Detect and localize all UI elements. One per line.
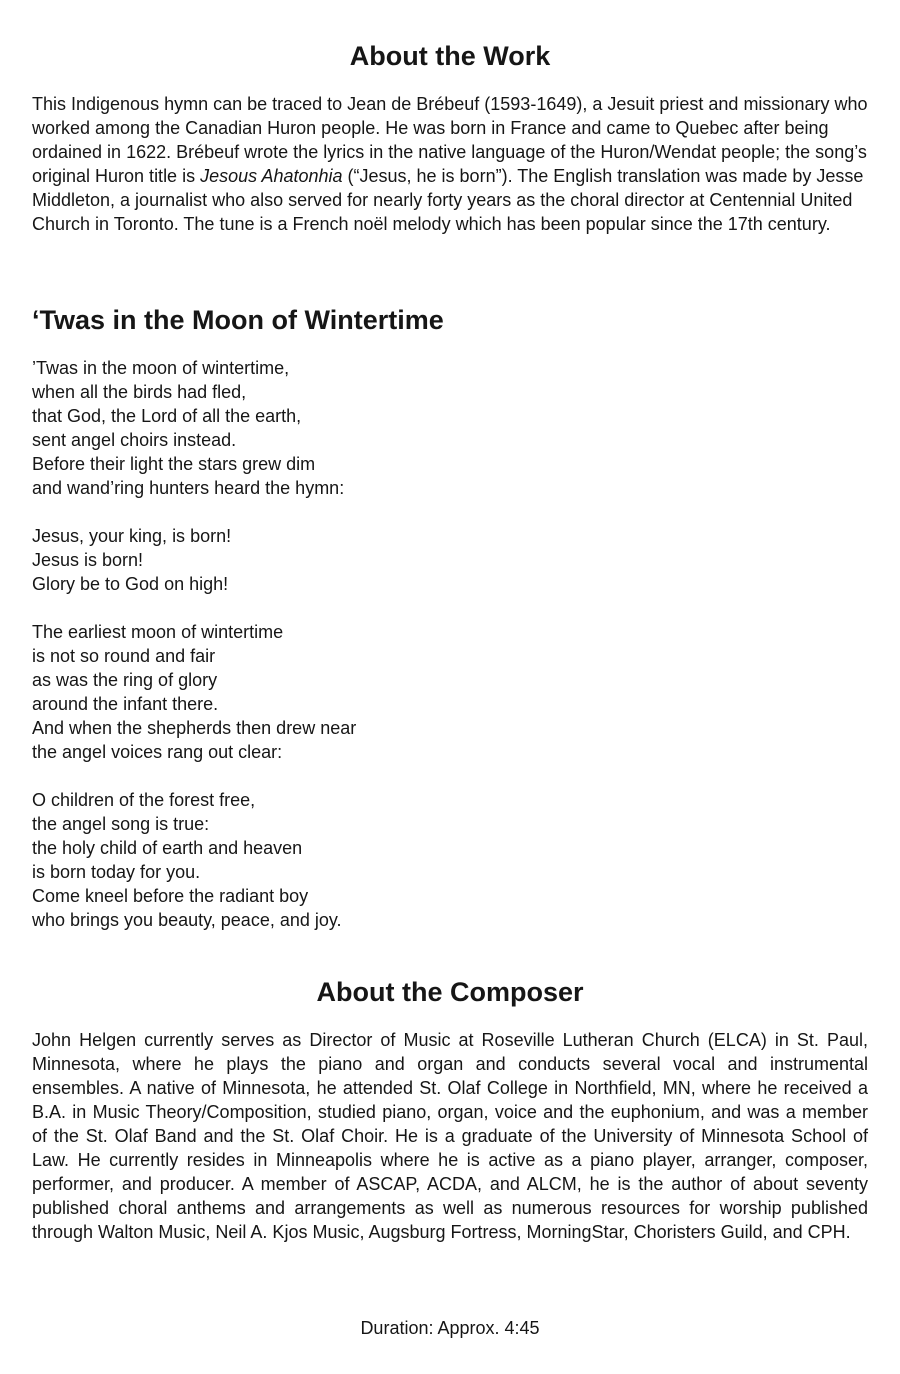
poem-line: who brings you beauty, peace, and joy. [32, 910, 342, 930]
poem-line: ’Twas in the moon of wintertime, [32, 358, 290, 378]
poem-line: Glory be to God on high! [32, 574, 229, 594]
poem-line: the holy child of earth and heaven [32, 838, 303, 858]
poem-line: The earliest moon of wintertime [32, 622, 284, 642]
duration-text: Duration: Approx. 4:45 [360, 1318, 540, 1338]
stanza-2 [32, 620, 356, 764]
about-composer-heading: About the Composer [316, 977, 584, 1007]
stanza-3 [32, 788, 342, 932]
about-work-text-start: This Indigenous hymn can be traced to Jean de Brébeuf (1593-1649), a Jesuit priest and missionary who worked among the Canadian Huron people. He was born in France and came to Quebec after being ordained in 1622. Brébeuf wrote the lyrics in the native language of the Huron/Wendat people; the song’s original Huron title is [32, 94, 868, 186]
poem-line: O children of the forest free, [32, 790, 256, 810]
poem-line: sent angel choirs instead. [32, 430, 237, 450]
about-work-paragraph [32, 92, 868, 236]
huron-title-italic: Jesous Ahatonhia [200, 166, 343, 186]
poem-line: Come kneel before the radiant boy [32, 886, 309, 906]
poem-line: Jesus is born! [32, 550, 144, 570]
poem-line: the angel voices rang out clear: [32, 742, 283, 762]
stanza-1 [32, 356, 344, 500]
poem-line: the angel song is true: [32, 814, 210, 834]
about-work-heading: About the Work [349, 41, 551, 71]
poem-line: is born today for you. [32, 862, 201, 882]
poem-line: Before their light the stars grew dim [32, 454, 316, 474]
poem-line: that God, the Lord of all the earth, [32, 406, 302, 426]
refrain [32, 524, 231, 596]
about-composer-paragraph: John Helgen currently serves as Director of Music at Roseville Lutheran Church (ELCA) in St. Paul, Minnesota, where he plays the piano and organ and conducts several vocal and instrumental ensembles. A native of Minnesota, he attended St. Olaf College in Northfield, MN, where he received a B.A. in Music Theory/Composition, studied piano, organ, voice and the euphonium, and was a member of the St. Olaf Band and the St. Olaf Choir. He is a graduate of the University of Minnesota School of Law. He currently resides in Minneapolis where he is active as a piano player, arranger, composer, performer, and producer. A member of ASCAP, ACDA, and ALCM, he is the author of about seventy published choral anthems and arrangements as well as numerous resources for worship published through Walton Music, Neil A. Kjos Music, Augsburg Fortress, MorningStar, Choristers Guild, and CPH. [32, 1030, 868, 1242]
poem-line: when all the birds had fled, [32, 382, 247, 402]
poem-line: And when the shepherds then drew near [32, 718, 357, 738]
poem-line: is not so round and fair [32, 646, 216, 666]
poem-line: Jesus, your king, is born! [32, 526, 232, 546]
about-work-text-end: (“Jesus, he is born”). The English translation was made by Jesse Middleton, a journalist who also served for nearly forty years as the choral director at Centennial United Church in Toronto. The tune is a French noël melody which has been popular since the 17th century. [32, 166, 864, 234]
poem-line: and wand’ring hunters heard the hymn: [32, 478, 345, 498]
poem-line: around the infant there. [32, 694, 219, 714]
poem-title: ‘Twas in the Moon of Wintertime [32, 305, 444, 335]
poem-line: as was the ring of glory [32, 670, 218, 690]
